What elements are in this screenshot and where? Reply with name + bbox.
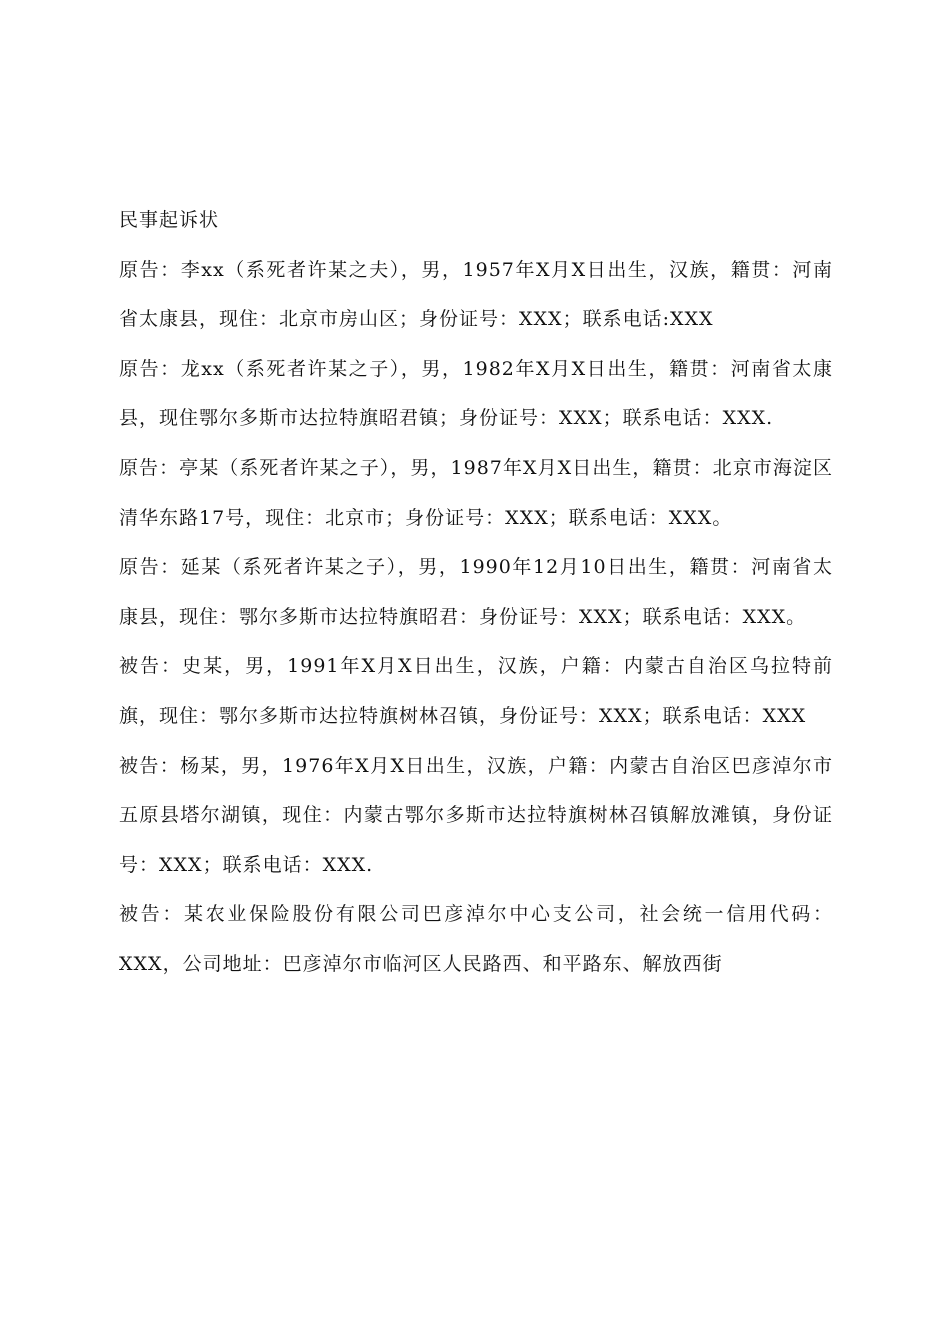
document-title: 民事起诉状 [119, 209, 220, 231]
plaintiff-ting: 原告：亭某（系死者许某之子），男，1987年X月X日出生，籍贯：北京市海淀区清华东路17号，现住：北京市；身份证号：XXX；联系电话：XXX。 [119, 456, 833, 529]
defendant-yang: 被告：杨某，男，1976年X月X日出生，汉族，户籍：内蒙古自治区巴彦淖尔市五原县塔尔湖镇，现住：内蒙古鄂尔多斯市达拉特旗树林召镇解放滩镇，身份证号：XXX；联系电话：XXX. [119, 754, 833, 876]
defendant-shi: 被告：史某，男，1991年X月X日出生，汉族，户籍：内蒙古自治区乌拉特前旗，现住：鄂尔多斯市达拉特旗树林召镇，身份证号：XXX；联系电话：XXX [119, 655, 833, 727]
defendant-insurance-company: 被告：某农业保险股份有限公司巴彦淖尔中心支公司，社会统一信用代码：XXX，公司地址：巴彦淖尔市临河区人民路西、和平路东、解放西街 [119, 903, 833, 975]
document-body [119, 196, 833, 990]
plaintiff-li: 原告：李xx（系死者许某之夫），男，1957年X月X日出生，汉族，籍贯：河南省太康县，现住：北京市房山区；身份证号：XXX；联系电话:XXX [119, 258, 833, 331]
plaintiff-long: 原告：龙xx（系死者许某之子），男，1982年X月X日出生，籍贯：河南省太康县，现住鄂尔多斯市达拉特旗昭君镇；身份证号：XXX；联系电话：XXX. [119, 357, 833, 430]
plaintiff-yan: 原告：延某（系死者许某之子），男，1990年12月10日出生，籍贯：河南省太康县，现住：鄂尔多斯市达拉特旗昭君：身份证号：XXX；联系电话：XXX。 [119, 556, 833, 628]
